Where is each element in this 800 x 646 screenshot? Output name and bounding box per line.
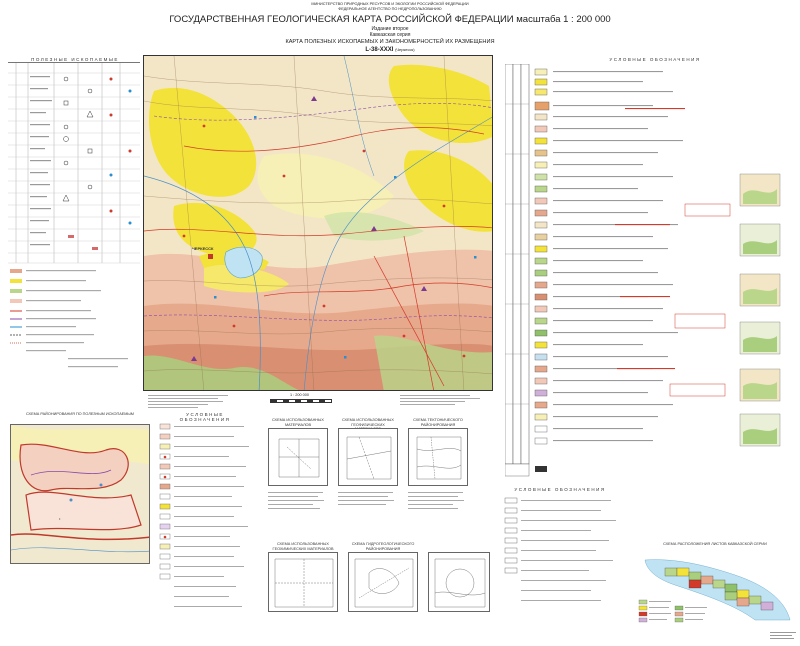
map-subtitle: КАРТА ПОЛЕЗНЫХ ИСКОПАЕМЫХ И ЗАКОНОМЕРНОСТЕЙ ИХ РАЗМЕЩЕНИЯ [285, 39, 495, 45]
bottom-right-legend [503, 494, 628, 624]
scheme3-title: СХЕМА ТЕКТОНИЧЕСКОГО РАЙОНИРОВАНИЯ [413, 418, 463, 427]
map-canvas [144, 56, 493, 391]
scheme2-title: СХЕМА ИСПОЛЬЗОВАННЫХ ГЕОФИЗИЧЕСКИХ [342, 418, 394, 427]
regional-scheme-title: СХЕМА РАЙОНИРОВАНИЯ ПО ПОЛЕЗНЫМ ИСКОПАЕМЫМ [26, 412, 134, 416]
map-notes-right [400, 394, 490, 417]
region-map-graphics [635, 550, 795, 630]
right-legend-heading: УСЛОВНЫЕ ОБОЗНАЧЕНИЯ [609, 57, 701, 62]
regional-scheme-graphics [11, 425, 150, 564]
scheme1-title: СХЕМА ИСПОЛЬЗОВАННЫХ МАТЕРИАЛОВ [272, 418, 324, 427]
scheme4-box[interactable] [268, 552, 338, 612]
scheme5-box[interactable] [348, 552, 418, 612]
caucasus-region-map[interactable] [635, 550, 795, 630]
scale-text: 1 : 200 000 [290, 393, 310, 397]
scheme1-box[interactable] [268, 428, 328, 486]
stratigraphy-graphics [505, 64, 795, 484]
svg-text:•: • [59, 516, 61, 521]
stratigraphy-legend [505, 64, 795, 484]
sheet-number: L-38-XXXI [365, 47, 394, 53]
scheme5-title: СХЕМА ГИДРОГЕОЛОГИЧЕСКОГО РАЙОНИРОВАНИЯ [351, 542, 415, 551]
scale-bar [270, 399, 332, 403]
left-legend-heading: ПОЛЕЗНЫЕ ИСКОПАЕМЫЕ [31, 57, 119, 62]
bottom-legend-heading: УСЛОВНЫЕ ОБОЗНАЧЕНИЯ [179, 412, 231, 422]
geological-map[interactable] [143, 55, 493, 391]
scheme4-title: СХЕМА ИСПОЛЬЗОВАННЫХ ГЕОХИМИЧЕСКИХ МАТЕРИАЛОВ [272, 542, 334, 551]
region-map-title: СХЕМА РАСПОЛОЖЕНИЯ ЛИСТОВ КАВКАЗСКОЙ СЕРИИ [663, 542, 767, 546]
series-text: Кавказская серия [369, 32, 411, 38]
mineral-table [8, 62, 140, 383]
scheme2-box[interactable] [338, 428, 398, 486]
schemes-notes-1 [268, 490, 468, 540]
edition-text: Издание второе [371, 26, 409, 32]
regional-scheme-map[interactable] [10, 424, 150, 564]
agency-text: ФЕДЕРАЛЬНОЕ АГЕНТСТВО ПО НЕДРОПОЛЬЗОВАНИЮ [338, 7, 442, 11]
ministry-text: МИНИСТЕРСТВО ПРИРОДНЫХ РЕСУРСОВ И ЭКОЛОГИИ РОССИЙСКОЙ ФЕДЕРАЦИИ [311, 2, 469, 6]
scheme3-box[interactable] [408, 428, 468, 486]
bottom-right-legend-heading: УСЛОВНЫЕ ОБОЗНАЧЕНИЯ [514, 487, 606, 492]
map-title: ГОСУДАРСТВЕННАЯ ГЕОЛОГИЧЕСКАЯ КАРТА РОССИЙСКОЙ ФЕДЕРАЦИИ масштаба 1 : 200 000 [169, 14, 611, 25]
bottom-legend-list [158, 420, 258, 620]
footer-code [770, 628, 798, 646]
sheet-code [240, 47, 540, 53]
city-label: ЧЕРКЕССК [192, 246, 214, 251]
mineral-table-graphics [8, 63, 140, 383]
sheet-name: (Черкесск) [395, 47, 415, 52]
scheme6-box[interactable] [428, 552, 490, 612]
